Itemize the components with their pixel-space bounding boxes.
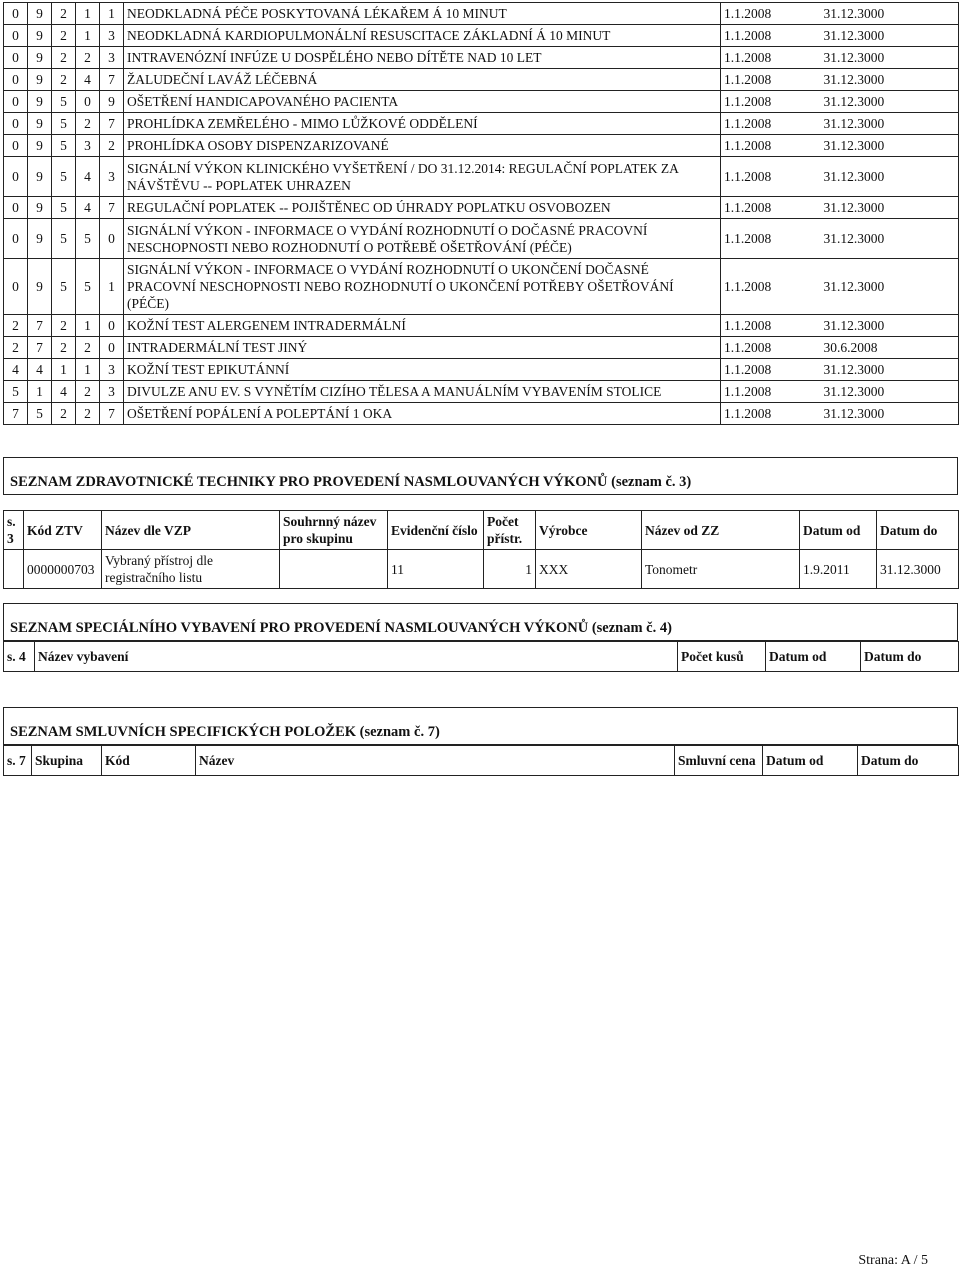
code-digit: 5	[52, 157, 76, 197]
procedure-name: PROHLÍDKA ZEMŘELÉHO - MIMO LŮŽKOVÉ ODDĚLENÍ	[124, 113, 721, 135]
procedure-row	[4, 157, 959, 197]
col-datum-od: Datum od	[800, 511, 877, 550]
procedure-row	[4, 25, 959, 47]
cell-nazev-zz: Tonometr	[642, 550, 800, 589]
code-digit: 1	[76, 3, 100, 25]
code-digit: 2	[52, 403, 76, 425]
col-nazev-vybaveni: Název vybavení	[35, 642, 678, 672]
technika-section	[3, 457, 958, 589]
valid-to: 31.12.3000	[821, 47, 959, 69]
code-digit: 4	[4, 359, 28, 381]
col-datum-do: Datum do	[861, 642, 959, 672]
valid-to: 30.6.2008	[821, 337, 959, 359]
cell-vybrany-pristroj: Vybraný přístroj dle registračního listu	[102, 550, 280, 589]
cell-s3	[4, 550, 24, 589]
procedure-name: OŠETŘENÍ HANDICAPOVANÉHO PACIENTA	[124, 91, 721, 113]
code-digit: 5	[28, 403, 52, 425]
procedure-row	[4, 3, 959, 25]
code-digit: 0	[4, 113, 28, 135]
valid-to: 31.12.3000	[821, 91, 959, 113]
code-digit: 0	[4, 91, 28, 113]
code-digit: 1	[52, 359, 76, 381]
code-digit: 9	[28, 91, 52, 113]
code-digit: 2	[52, 315, 76, 337]
col-skupina: Skupina	[32, 746, 102, 776]
code-digit: 2	[52, 25, 76, 47]
code-digit: 5	[52, 135, 76, 157]
code-digit: 9	[28, 113, 52, 135]
valid-to: 31.12.3000	[821, 69, 959, 91]
code-digit: 9	[28, 3, 52, 25]
procedure-row	[4, 113, 959, 135]
vybaveni-section	[3, 603, 958, 672]
code-digit: 0	[4, 157, 28, 197]
code-digit: 3	[100, 381, 124, 403]
page-number: Strana: A / 5	[858, 1253, 928, 1268]
col-souhrnny-nazev: Souhrnný název pro skupinu	[280, 511, 388, 550]
procedure-name: OŠETŘENÍ POPÁLENÍ A POLEPTÁNÍ 1 OKA	[124, 403, 721, 425]
col-pocet: Počet přístr.	[484, 511, 536, 550]
code-digit: 2	[4, 337, 28, 359]
code-digit: 5	[52, 197, 76, 219]
code-digit: 0	[4, 197, 28, 219]
code-digit: 7	[100, 69, 124, 91]
procedure-name: INTRADERMÁLNÍ TEST JINÝ	[124, 337, 721, 359]
procedure-row	[4, 197, 959, 219]
code-digit: 1	[76, 315, 100, 337]
code-digit: 2	[76, 337, 100, 359]
polozky-section	[3, 707, 958, 776]
cell-vyrobce: XXX	[536, 550, 642, 589]
procedure-row	[4, 359, 959, 381]
technika-row	[4, 550, 959, 589]
valid-to: 31.12.3000	[821, 381, 959, 403]
procedure-name: REGULAČNÍ POPLATEK -- POJIŠTĚNEC OD ÚHRADY POPLATKU OSVOBOZEN	[124, 197, 721, 219]
valid-from: 1.1.2008	[721, 69, 821, 91]
procedure-name: KOŽNÍ TEST EPIKUTÁNNÍ	[124, 359, 721, 381]
col-nazev-zz: Název od ZZ	[642, 511, 800, 550]
procedure-name: NEODKLADNÁ PÉČE POSKYTOVANÁ LÉKAŘEM Á 10 MINUT	[124, 3, 721, 25]
code-digit: 2	[52, 69, 76, 91]
polozky-table	[3, 745, 959, 776]
cell-datum-od: 1.9.2011	[800, 550, 877, 589]
code-digit: 9	[28, 47, 52, 69]
vybaveni-title: SEZNAM SPECIÁLNÍHO VYBAVENÍ PRO PROVEDENÍ NASMLOUVANÝCH VÝKONŮ (seznam č. 4)	[3, 603, 958, 641]
valid-from: 1.1.2008	[721, 381, 821, 403]
code-digit: 5	[52, 91, 76, 113]
code-digit: 3	[100, 25, 124, 47]
code-digit: 9	[28, 157, 52, 197]
col-pocet-kusu: Počet kusů	[678, 642, 766, 672]
procedure-row	[4, 315, 959, 337]
code-digit: 5	[52, 219, 76, 259]
procedure-row	[4, 69, 959, 91]
code-digit: 7	[100, 197, 124, 219]
code-digit: 0	[4, 69, 28, 91]
code-digit: 9	[28, 259, 52, 315]
code-digit: 3	[100, 157, 124, 197]
valid-to: 31.12.3000	[821, 25, 959, 47]
code-digit: 5	[76, 259, 100, 315]
col-datum-od: Datum od	[763, 746, 858, 776]
col-kod-ztv: Kód ZTV	[24, 511, 102, 550]
code-digit: 9	[28, 219, 52, 259]
code-digit: 5	[52, 259, 76, 315]
code-digit: 0	[4, 259, 28, 315]
code-digit: 0	[100, 315, 124, 337]
code-digit: 4	[76, 69, 100, 91]
col-s3: s. 3	[4, 511, 24, 550]
valid-from: 1.1.2008	[721, 403, 821, 425]
valid-from: 1.1.2008	[721, 337, 821, 359]
col-smluvni-cena: Smluvní cena	[675, 746, 763, 776]
procedure-name: SIGNÁLNÍ VÝKON - INFORMACE O VYDÁNÍ ROZHODNUTÍ O DOČASNÉ PRACOVNÍ NESCHOPNOSTI NEBO ROZHODNUTÍ O POTŘEBĚ OŠETŘOVÁNÍ (PÉČE)	[124, 219, 721, 259]
col-nazev-vzp: Název dle VZP	[102, 511, 280, 550]
code-digit: 7	[4, 403, 28, 425]
code-digit: 9	[100, 91, 124, 113]
code-digit: 0	[4, 25, 28, 47]
cell-kod-ztv: 0000000703	[24, 550, 102, 589]
valid-to: 31.12.3000	[821, 157, 959, 197]
code-digit: 4	[52, 381, 76, 403]
polozky-title: SEZNAM SMLUVNÍCH SPECIFICKÝCH POLOŽEK (seznam č. 7)	[3, 707, 958, 745]
procedure-name: INTRAVENÓZNÍ INFÚZE U DOSPĚLÉHO NEBO DÍTĚTE NAD 10 LET	[124, 47, 721, 69]
code-digit: 2	[52, 47, 76, 69]
code-digit: 4	[76, 157, 100, 197]
code-digit: 1	[76, 25, 100, 47]
code-digit: 0	[4, 135, 28, 157]
valid-from: 1.1.2008	[721, 135, 821, 157]
valid-from: 1.1.2008	[721, 315, 821, 337]
procedure-row	[4, 403, 959, 425]
procedure-name: NEODKLADNÁ KARDIOPULMONÁLNÍ RESUSCITACE ZÁKLADNÍ Á 10 MINUT	[124, 25, 721, 47]
code-digit: 2	[76, 113, 100, 135]
procedure-row	[4, 135, 959, 157]
code-digit: 4	[28, 359, 52, 381]
code-digit: 4	[76, 197, 100, 219]
code-digit: 9	[28, 25, 52, 47]
vybaveni-header-row	[4, 642, 959, 672]
col-kod: Kód	[102, 746, 196, 776]
code-digit: 5	[52, 113, 76, 135]
code-digit: 7	[28, 337, 52, 359]
code-digit: 0	[100, 337, 124, 359]
code-digit: 0	[4, 219, 28, 259]
code-digit: 0	[76, 91, 100, 113]
code-digit: 2	[4, 315, 28, 337]
vybaveni-table	[3, 641, 959, 672]
code-digit: 2	[76, 47, 100, 69]
valid-to: 31.12.3000	[821, 197, 959, 219]
valid-to: 31.12.3000	[821, 3, 959, 25]
procedure-name: ŽALUDEČNÍ LAVÁŽ LÉČEBNÁ	[124, 69, 721, 91]
code-digit: 0	[4, 47, 28, 69]
valid-to: 31.12.3000	[821, 359, 959, 381]
valid-from: 1.1.2008	[721, 359, 821, 381]
valid-from: 1.1.2008	[721, 3, 821, 25]
valid-from: 1.1.2008	[721, 259, 821, 315]
procedure-row	[4, 219, 959, 259]
valid-to: 31.12.3000	[821, 219, 959, 259]
procedure-row	[4, 337, 959, 359]
code-digit: 5	[76, 219, 100, 259]
procedure-row	[4, 381, 959, 403]
procedure-name: SIGNÁLNÍ VÝKON - INFORMACE O VYDÁNÍ ROZHODNUTÍ O UKONČENÍ DOČASNÉ PRACOVNÍ NESCHOPNOSTI NEBO ROZHODNUTÍ O UKONČENÍ POTŘEBY OŠETŘOVÁNÍ (PÉČE)	[124, 259, 721, 315]
code-digit: 2	[100, 135, 124, 157]
col-s7: s. 7	[4, 746, 32, 776]
cell-souhrnny-nazev	[280, 550, 388, 589]
valid-from: 1.1.2008	[721, 157, 821, 197]
col-nazev: Název	[196, 746, 675, 776]
code-digit: 9	[28, 135, 52, 157]
cell-pocet: 1	[484, 550, 536, 589]
code-digit: 2	[76, 381, 100, 403]
code-digit: 7	[100, 403, 124, 425]
valid-from: 1.1.2008	[721, 197, 821, 219]
valid-from: 1.1.2008	[721, 91, 821, 113]
valid-to: 31.12.3000	[821, 403, 959, 425]
code-digit: 5	[4, 381, 28, 403]
technika-title: SEZNAM ZDRAVOTNICKÉ TECHNIKY PRO PROVEDENÍ NASMLOUVANÝCH VÝKONŮ (seznam č. 3)	[3, 457, 958, 495]
valid-from: 1.1.2008	[721, 25, 821, 47]
valid-from: 1.1.2008	[721, 113, 821, 135]
code-digit: 1	[76, 359, 100, 381]
code-digit: 7	[28, 315, 52, 337]
procedure-name: KOŽNÍ TEST ALERGENEM INTRADERMÁLNÍ	[124, 315, 721, 337]
polozky-header-row	[4, 746, 959, 776]
code-digit: 0	[4, 3, 28, 25]
valid-from: 1.1.2008	[721, 219, 821, 259]
col-datum-do: Datum do	[877, 511, 959, 550]
procedure-row	[4, 47, 959, 69]
procedure-row	[4, 259, 959, 315]
code-digit: 2	[52, 3, 76, 25]
col-evidencni-cislo: Evidenční číslo	[388, 511, 484, 550]
procedure-name: PROHLÍDKA OSOBY DISPENZARIZOVANÉ	[124, 135, 721, 157]
technika-table	[3, 510, 959, 589]
valid-to: 31.12.3000	[821, 135, 959, 157]
code-digit: 2	[76, 403, 100, 425]
col-datum-do: Datum do	[858, 746, 959, 776]
procedure-table	[3, 2, 959, 425]
code-digit: 0	[100, 219, 124, 259]
valid-from: 1.1.2008	[721, 47, 821, 69]
col-datum-od: Datum od	[766, 642, 861, 672]
valid-to: 31.12.3000	[821, 259, 959, 315]
code-digit: 1	[100, 259, 124, 315]
code-digit: 3	[76, 135, 100, 157]
code-digit: 3	[100, 359, 124, 381]
procedure-row	[4, 91, 959, 113]
col-vyrobce: Výrobce	[536, 511, 642, 550]
code-digit: 1	[28, 381, 52, 403]
code-digit: 2	[52, 337, 76, 359]
col-s4: s. 4	[4, 642, 35, 672]
technika-header-row	[4, 511, 959, 550]
code-digit: 9	[28, 197, 52, 219]
code-digit: 9	[28, 69, 52, 91]
code-digit: 1	[100, 3, 124, 25]
valid-to: 31.12.3000	[821, 113, 959, 135]
procedure-name: DIVULZE ANU EV. S VYNĚTÍM CIZÍHO TĚLESA A MANUÁLNÍM VYBAVENÍM STOLICE	[124, 381, 721, 403]
procedure-name: SIGNÁLNÍ VÝKON KLINICKÉHO VYŠETŘENÍ / DO 31.12.2014: REGULAČNÍ POPLATEK ZA NÁVŠTĚVU -- POPLATEK UHRAZEN	[124, 157, 721, 197]
cell-datum-do: 31.12.3000	[877, 550, 959, 589]
cell-evidencni-cislo: 11	[388, 550, 484, 589]
valid-to: 31.12.3000	[821, 315, 959, 337]
code-digit: 3	[100, 47, 124, 69]
code-digit: 7	[100, 113, 124, 135]
